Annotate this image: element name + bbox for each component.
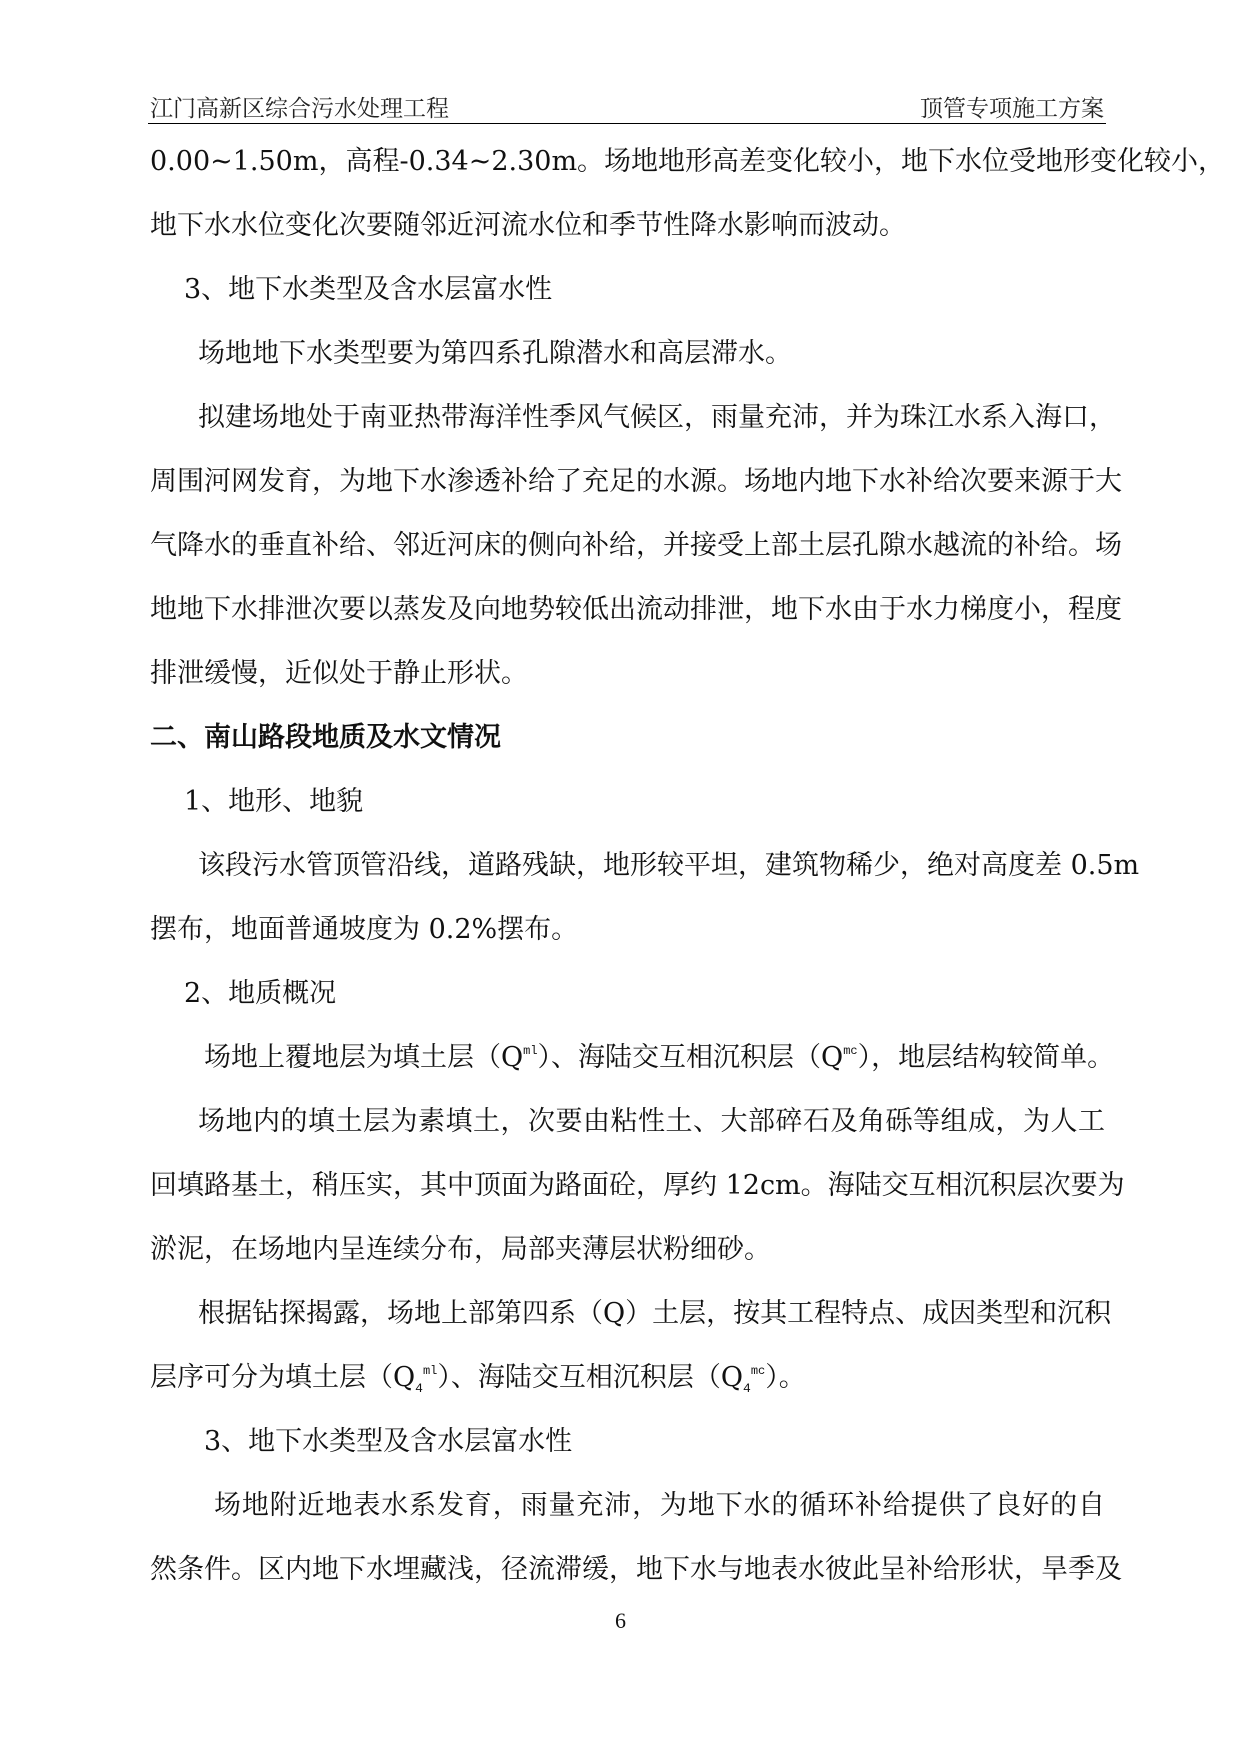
text-run: ）、海陆交互相沉积层（Q — [537, 1042, 844, 1073]
subheading: 1、地形、地貌 — [184, 786, 364, 817]
paragraph-line: 地地下水排泄次要以蒸发及向地势较低出流动排泄，地下水由于水力梯度小，程度 — [150, 594, 1122, 625]
section-heading: 二、南山路段地质及水文情况 — [150, 722, 501, 753]
paragraph-line: 拟建场地处于南亚热带海洋性季风气候区，雨量充沛，并为珠江水系入海口， — [198, 402, 1116, 433]
header-project-title: 江门高新区综合污水处理工程 — [150, 96, 449, 122]
subscript: 4 — [743, 1381, 751, 1396]
text-run: ），地层结构较简单。 — [857, 1042, 1115, 1073]
paragraph-line — [150, 1346, 1105, 1410]
text-run: 层序可分为填土层（Q — [150, 1362, 416, 1393]
subscript: 4 — [415, 1381, 423, 1396]
header-divider — [148, 123, 1106, 124]
text-run: ）、海陆交互相沉积层（Q — [437, 1362, 743, 1393]
paragraph-line: 场地内的填土层为素填土，次要由粘性土、大部碎石及角砾等组成，为人工 — [198, 1106, 1105, 1137]
superscript: mc — [843, 1044, 858, 1058]
paragraph-line: 场地附近地表水系发育，雨量充沛，为地下水的循环补给提供了良好的自 — [214, 1490, 1105, 1521]
paragraph-line: 场地地下水类型要为第四系孔隙潜水和高层滞水。 — [198, 338, 792, 369]
text-run: ）。 — [765, 1362, 806, 1393]
paragraph-line: 然条件。区内地下水埋藏浅，径流滞缓，地下水与地表水彼此呈补给形状，旱季及 — [150, 1554, 1122, 1585]
paragraph-line: 回填路基土，稍压实，其中顶面为路面砼，厚约 12cm。海陆交互相沉积层次要为 — [150, 1170, 1125, 1201]
subheading: 3、地下水类型及含水层富水性 — [184, 274, 553, 305]
superscript: mc — [750, 1364, 766, 1378]
paragraph-line: 摆布，地面普通坡度为 0.2%摆布。 — [150, 914, 579, 945]
paragraph-line: 根据钻探揭露，场地上部第四系（Q）土层，按其工程特点、成因类型和沉积 — [198, 1298, 1112, 1329]
paragraph-line — [150, 1026, 1115, 1090]
subheading: 2、地质概况 — [184, 978, 337, 1009]
superscript: ml — [523, 1044, 538, 1058]
paragraph-line: 地下水水位变化次要随邻近河流水位和季节性降水影响而波动。 — [150, 210, 906, 241]
paragraph-line: 排泄缓慢，近似处于静止形状。 — [150, 658, 528, 689]
paragraph-line: 淤泥，在场地内呈连续分布，局部夹薄层状粉细砂。 — [150, 1234, 771, 1265]
paragraph-line: 气降水的垂直补给、邻近河床的侧向补给，并接受上部土层孔隙水越流的补给。场 — [150, 530, 1122, 561]
subheading: 3、地下水类型及含水层富水性 — [204, 1426, 573, 1457]
header-document-title: 顶管专项施工方案 — [920, 96, 1104, 122]
superscript: ml — [422, 1364, 438, 1378]
page-body — [150, 130, 1226, 1602]
page-number: 6 — [615, 1608, 626, 1633]
paragraph-line: 该段污水管顶管沿线，道路残缺，地形较平坦，建筑物稀少，绝对高度差 0.5m — [198, 850, 1140, 881]
paragraph-line: 0.00~1.50m，高程-0.34~2.30m。场地地形高差变化较小，地下水位受地形变化较小， — [150, 146, 1226, 177]
text-run: 场地上覆地层为填土层（Q — [204, 1042, 524, 1073]
paragraph-line: 周围河网发育，为地下水渗透补给了充足的水源。场地内地下水补给次要来源于大 — [150, 466, 1122, 497]
